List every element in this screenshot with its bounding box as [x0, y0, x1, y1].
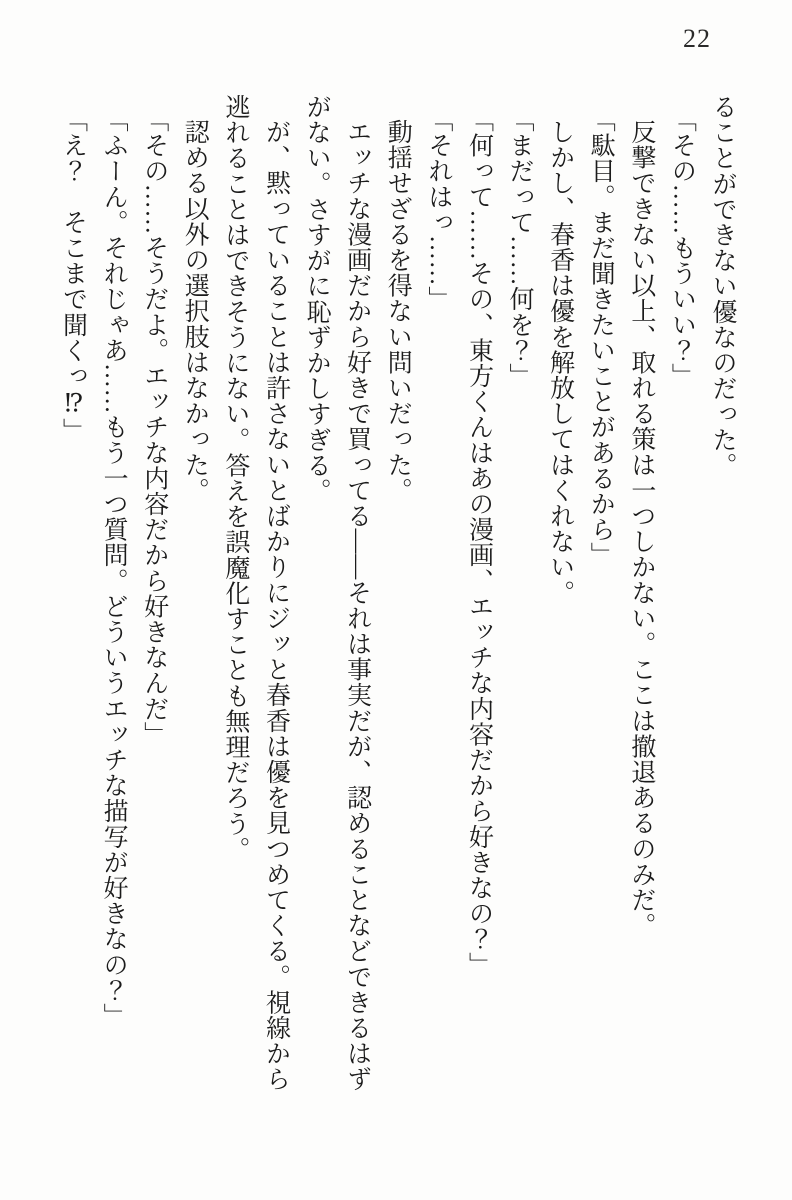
paragraph: 動揺せざるを得ない問いだった。 — [384, 119, 412, 503]
paragraph: 「まだって……何を？」 — [506, 106, 534, 389]
paragraph: 「駄目。まだ聞きたいことがあるから」 — [587, 106, 615, 568]
paragraph: が、黙っていることは許さないとばかりにジッと春香は優を見つめてくる。視線から逃れることはできそうにない。答えを誤魔化すことも無理だろう。 — [221, 94, 290, 1092]
paragraph: 「ふーん。それじゃあ……もう一つ質問。どういうエッチな描写が好きなの？」 — [100, 106, 128, 1029]
paragraph: エッチな漫画だから好きで買ってる——それは事実だが、認めることなどできるはずがない。さすがに恥ずかしすぎる。 — [303, 94, 371, 1092]
page-number: 22 — [683, 24, 711, 53]
paragraph: 「何って……その、東方くんはあの漫画、エッチな内容だから好きなの？」 — [465, 106, 493, 977]
paragraph: 「え？ そこまで聞くっ⁉」 — [59, 106, 87, 444]
paragraph: 「その……もういい？」 — [668, 106, 696, 389]
paragraph: 反撃できない以上、取れる策は一つしかない。ここは撤退あるのみだ。 — [627, 119, 655, 939]
text-block — [52, 94, 742, 1096]
paragraph: しかし、春香は優を解放してはくれない。 — [546, 119, 574, 606]
paragraph: 「それはっ……」 — [424, 106, 452, 312]
paragraph: 「その……そうだよ。エッチな内容だから好きなんだ」 — [140, 106, 168, 747]
paragraph: 認める以外の選択肢はなかった。 — [181, 119, 209, 503]
paragraph: ることができない優なのだった。 — [709, 94, 736, 478]
